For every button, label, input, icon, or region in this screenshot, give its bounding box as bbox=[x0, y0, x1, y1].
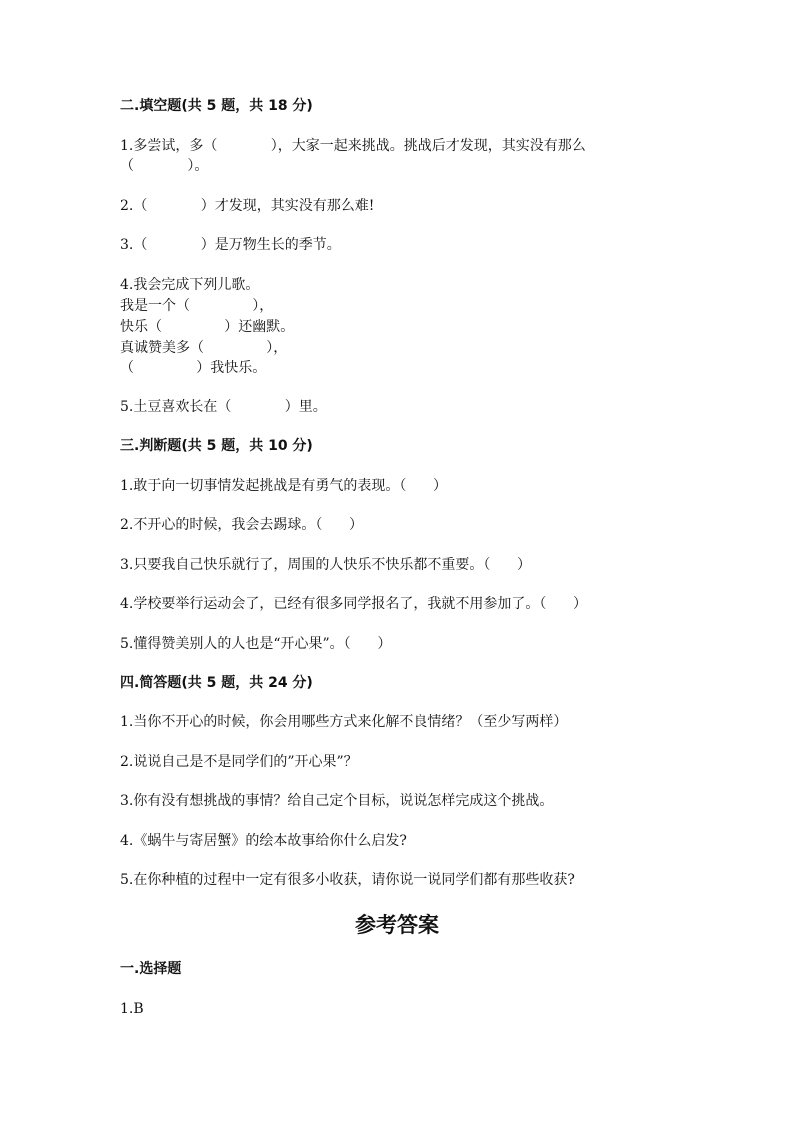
question-2-3: 3.（ ）是万物生长的季节。 bbox=[120, 237, 341, 253]
question-4-2: 2.说说自己是不是同学们的”开心果”？ bbox=[120, 754, 358, 770]
question-2-4: 4.我会完成下列儿歌。 bbox=[120, 277, 260, 293]
section-2-heading: 二.填空题(共 5 题，共 18 分) bbox=[120, 98, 313, 114]
question-3-2: 2.不开心的时候，我会去踢球。（ ） bbox=[120, 517, 364, 533]
question-3-3: 3.只要我自己快乐就行了，周围的人快乐不快乐都不重要。（ ） bbox=[120, 557, 532, 573]
section-4-heading: 四.简答题(共 5 题，共 24 分) bbox=[120, 675, 313, 691]
question-3-4: 4.学校要举行运动会了，已经有很多同学报名了，我就不用参加了。（ ） bbox=[120, 596, 588, 612]
question-2-2: 2.（ ）才发现，其实没有那么难! bbox=[120, 198, 375, 214]
answer-1: 1.B bbox=[120, 1001, 144, 1017]
poem-line-1: 我是一个（ ）， bbox=[120, 298, 274, 314]
answers-section-1-heading: 一.选择题 bbox=[120, 961, 182, 977]
question-4-4: 4.《蜗牛与寄居蟹》的绘本故事给你什么启发? bbox=[120, 833, 407, 849]
poem-line-4: （ ）我快乐。 bbox=[120, 360, 267, 376]
poem-line-3: 真诚赞美多（ ）， bbox=[120, 340, 288, 356]
section-3-heading: 三.判断题(共 5 题，共 10 分) bbox=[120, 438, 313, 454]
answers-title: 参考答案 bbox=[355, 913, 439, 937]
poem-line-2: 快乐（ ）还幽默。 bbox=[120, 319, 295, 335]
question-3-5: 5.懂得赞美别人的人也是“开心果”。（ ） bbox=[120, 636, 392, 652]
question-3-1: 1.敢于向一切事情发起挑战是有勇气的表现。（ ） bbox=[120, 478, 448, 494]
question-2-5: 5.土豆喜欢长在（ ）里。 bbox=[120, 399, 327, 415]
question-2-1-line-2: （ ）。 bbox=[120, 158, 209, 174]
question-4-3: 3.你有没有想挑战的事情？给自己定个目标，说说怎样完成这个挑战。 bbox=[120, 793, 554, 809]
question-2-1-line-1: 1.多尝试，多（ ），大家一起来挑战。挑战后才发现，其实没有那么 bbox=[120, 138, 586, 154]
question-4-5: 5.在你种植的过程中一定有很多小收获，请你说一说同学们都有那些收获? bbox=[120, 872, 575, 888]
question-4-1: 1.当你不开心的时候，你会用哪些方式来化解不良情绪？（至少写两样） bbox=[120, 714, 568, 730]
